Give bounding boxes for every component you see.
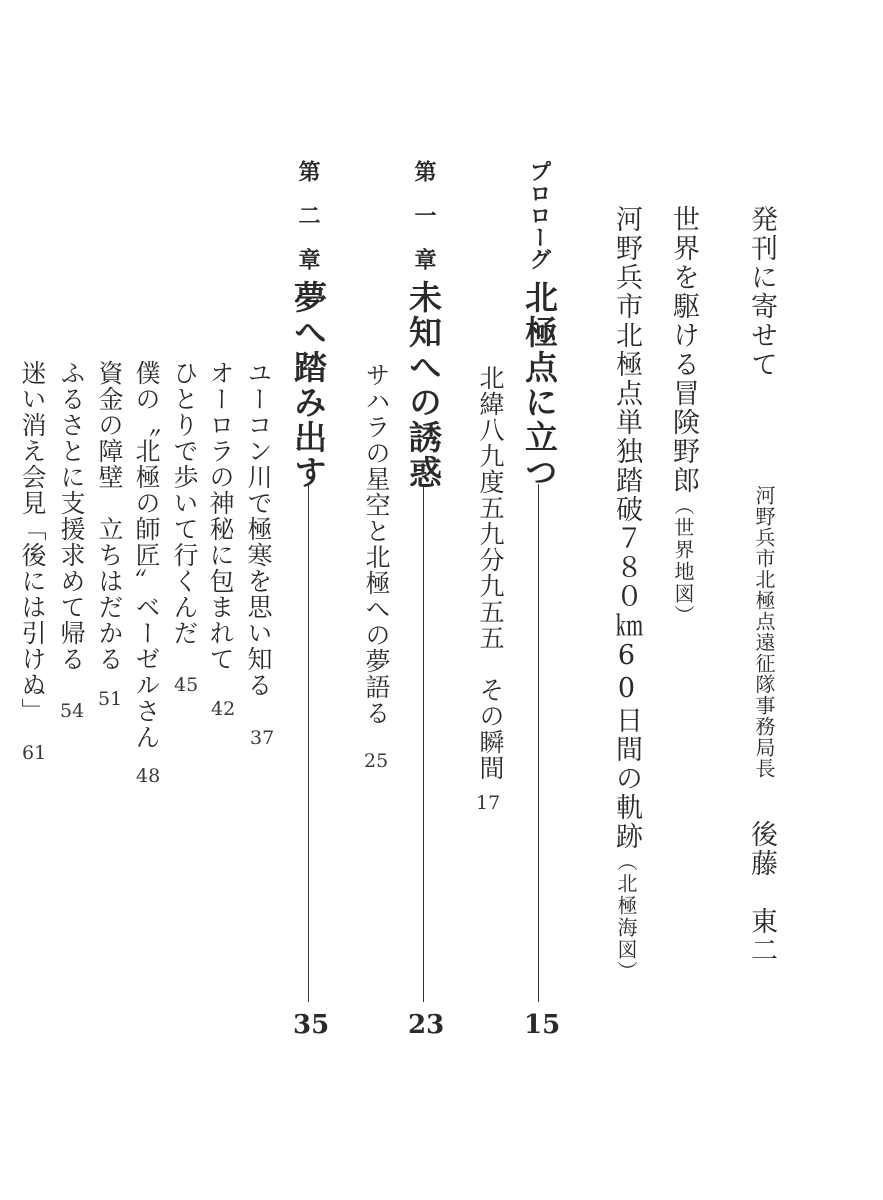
chapter-page-number: 23 — [408, 1010, 445, 1040]
chapter-label: 第 一 章 — [411, 160, 437, 270]
front-item-note: （北極海図） — [614, 851, 638, 983]
section-page-number: 17 — [476, 792, 501, 814]
chapter-title: 夢へ踏み出す — [289, 280, 328, 490]
section-title: ひとりで歩いて行くんだ — [170, 360, 199, 646]
section-page-number: 54 — [60, 700, 85, 722]
section-page-number: 51 — [98, 688, 123, 710]
chapter-title: 未知への誘惑 — [404, 280, 443, 490]
section-page-number: 61 — [22, 742, 47, 764]
front-item-title: 河野兵市北極点単独踏破７８０㎞60日間の軌跡 — [611, 205, 642, 851]
chapter-page-number: 15 — [524, 1010, 561, 1040]
front-item-title: 世界を駆ける冒険野郎 — [668, 205, 699, 495]
chapter-label: プロローグ — [526, 160, 552, 270]
section-page-number: 37 — [250, 727, 275, 749]
section-page-number: 25 — [364, 750, 389, 772]
section-page-number: 45 — [174, 674, 199, 696]
section-title: オーロラの神秘に包まれて — [206, 360, 235, 672]
chapter-leader-line — [538, 484, 539, 1002]
section-title: 迷い消え会見「後には引けぬ」 — [18, 360, 47, 724]
section-title: ふるさとに支援求めて帰る — [57, 360, 86, 672]
front-item — [670, 205, 697, 627]
preface-author-name: 後藤 東二 — [746, 820, 777, 965]
preface-author-role: 河野兵市北極点遠征隊事務局長 — [752, 485, 776, 779]
front-item — [613, 205, 640, 983]
chapter-page-number: 35 — [293, 1010, 330, 1040]
section-title: 北緯八九度五九分九五五 その瞬間 — [476, 365, 505, 781]
section-title: 資金の障壁 立ちはだかる — [95, 360, 124, 672]
chapter-title: 北極点に立つ — [520, 280, 559, 490]
section-title: サハラの星空と北極への夢語る — [362, 362, 391, 726]
chapter-leader-line — [308, 484, 309, 1002]
section-title: ユーコン川で極寒を思い知る — [244, 360, 273, 698]
section-page-number: 42 — [211, 698, 236, 720]
preface-title: 発刊に寄せて — [746, 205, 777, 379]
section-page-number: 48 — [136, 765, 161, 787]
chapter-leader-line — [423, 484, 424, 1002]
front-item-note: （世界地図） — [671, 495, 695, 627]
chapter-label: 第 二 章 — [295, 160, 321, 270]
section-title: 僕の〝北極の師匠〟ベーゼルさん — [132, 360, 161, 750]
